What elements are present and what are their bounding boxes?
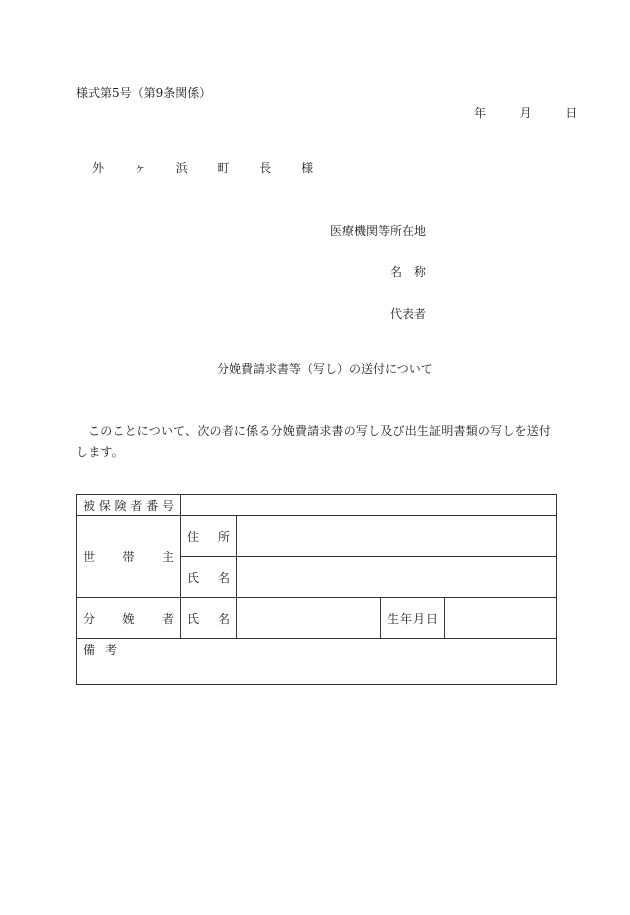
date-day-label: 日: [565, 106, 578, 120]
delivering-person-row: [77, 598, 557, 639]
insured-number-row: [77, 495, 557, 516]
name-label-cell: 氏 名: [181, 557, 237, 598]
birth-date-value-cell[interactable]: [445, 598, 557, 639]
institution-name-label: 名 称: [390, 265, 427, 279]
representative-label: 代表者: [390, 307, 427, 321]
address-label-cell: 住 所: [181, 516, 237, 557]
document-title: 分娩費請求書等（写し）の送付について: [217, 362, 433, 376]
delivering-name-label-cell: 氏 名: [181, 598, 237, 639]
form-number: 様式第5号（第9条関係）: [76, 86, 212, 100]
address-value-cell[interactable]: [237, 516, 557, 557]
date-year-label: 年: [474, 106, 487, 120]
delivering-name-value-cell[interactable]: [237, 598, 381, 639]
date-line: [474, 106, 577, 120]
insured-number-value-cell[interactable]: [181, 495, 557, 516]
remarks-label: 備考: [83, 643, 128, 657]
household-address-row: [77, 516, 557, 557]
date-month-label: 月: [519, 106, 532, 120]
remarks-cell[interactable]: [77, 639, 557, 685]
body-text: このことについて、次の者に係る分娩費請求書の写し及び出生証明書類の写しを送付します。: [76, 424, 552, 459]
delivering-person-label-cell: 分 娩 者: [77, 598, 181, 639]
head-of-household-label-cell: 世 帯 主: [77, 516, 181, 598]
institution-address-label: 医療機関等所在地: [330, 224, 427, 238]
insured-number-label-cell: 被 保 険 者 番 号: [77, 495, 181, 516]
addressee: 外 ヶ 浜 町 長 様: [92, 161, 327, 175]
name-value-cell[interactable]: [237, 557, 557, 598]
birth-date-label-cell: 生 年 月 日: [381, 598, 445, 639]
info-table: [76, 494, 557, 685]
remarks-row: [77, 639, 557, 685]
